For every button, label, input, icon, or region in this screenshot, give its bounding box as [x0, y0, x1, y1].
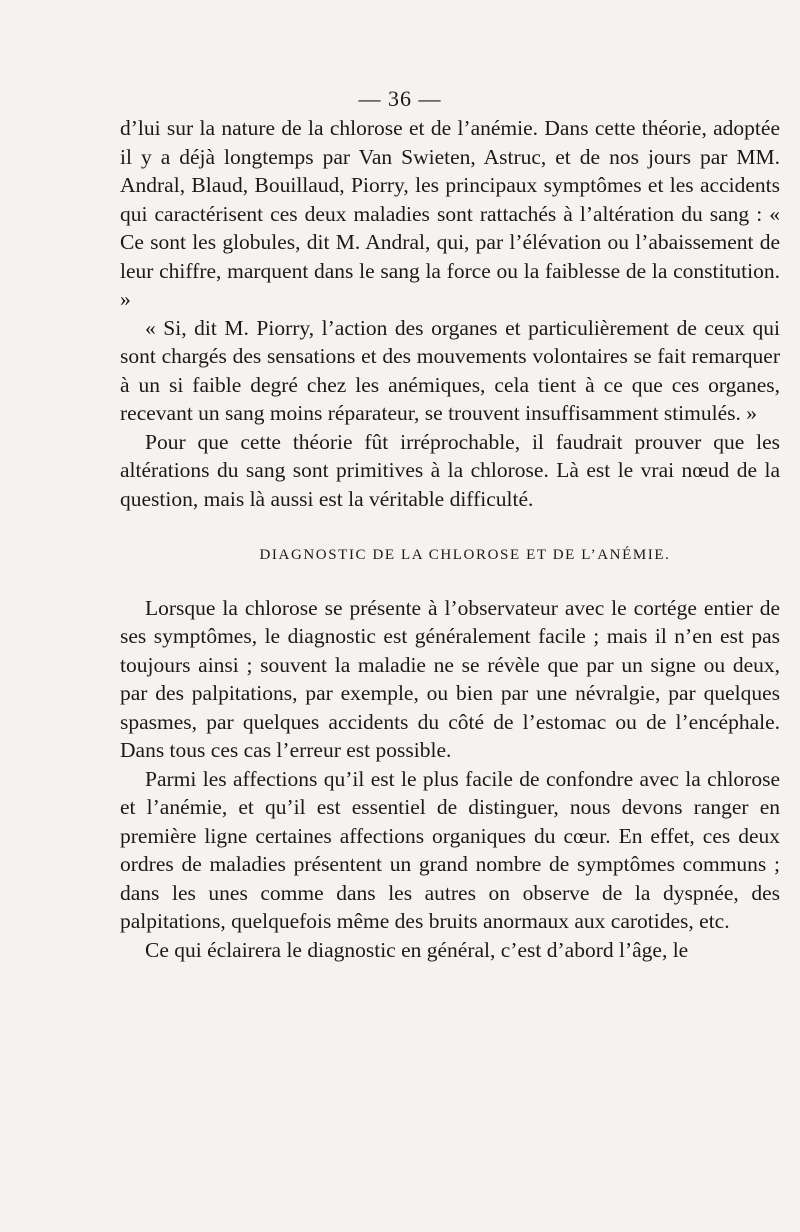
paragraph-piorry-quote: « Si, dit M. Piorry, l’action des organes et particulièrement de ceux qui sont chargés des sensations et des mouvements volontaires se fait remarquer à un si faible degré chez les anémiques, cela tient à ce que ces organes, recevant un sang moins réparateur, se trouvent insuffisamment stimulés. » [120, 315, 780, 425]
paragraph-age: Ce qui éclairera le diagnostic en général, c’est d’abord l’âge, le [145, 937, 689, 962]
page-number: — 36 — [358, 86, 442, 111]
paragraph-affections: Parmi les affections qu’il est le plus facile de confondre avec la chlorose et l’anémie, et qu’il est essentiel de distinguer, nous devons ranger en première ligne certaines affections organiques du cœur. En effet, ces deux ordres de maladies présentent un grand nombre de symptômes communs ; dans les unes comme dans les autres on observe de la dyspnée, des palpitations, quelquefois même des bruits anormaux aux carotides, etc. [120, 766, 780, 933]
paragraph-diagnosis: Lorsque la chlorose se présente à l’observateur avec le cortége entier de ses symptômes, le diagnostic est généralement facile ; mais il n’en est pas toujours ainsi ; souvent la maladie ne se révèle que par un signe ou deux, par des palpitations, par exemple, ou bien par une névralgie, par quelques spasmes, par quelques accidents du côté de l’estomac ou de l’encéphale. Dans tous ces cas l’erreur est possible. [120, 595, 780, 762]
body-text [120, 114, 780, 964]
paragraph-difficulty: Pour que cette théorie fût irréprochable, il faudrait prouver que les altérations du sang sont primitives à la chlorose. Là est le vrai nœud de la question, mais là aussi est la véritable difficulté. [120, 429, 780, 511]
paragraph-theory-continuation: d’lui sur la nature de la chlorose et de l’anémie. Dans cette théorie, adoptée il y a déjà longtemps par Van Swieten, Astruc, et de nos jours par MM. Andral, Blaud, Bouillaud, Piorry, les principaux symptômes et les accidents qui caractérisent ces deux maladies sont rattachés à l’altération du sang : « Ce sont les globules, dit M. Andral, qui, par l’élévation ou l’abaissement de leur chiffre, marquent dans le sang la force ou la faiblesse de la constitution. » [120, 116, 780, 311]
section-heading: DIAGNOSTIC DE LA CHLOROSE ET DE L’ANÉMIE. [259, 547, 671, 563]
